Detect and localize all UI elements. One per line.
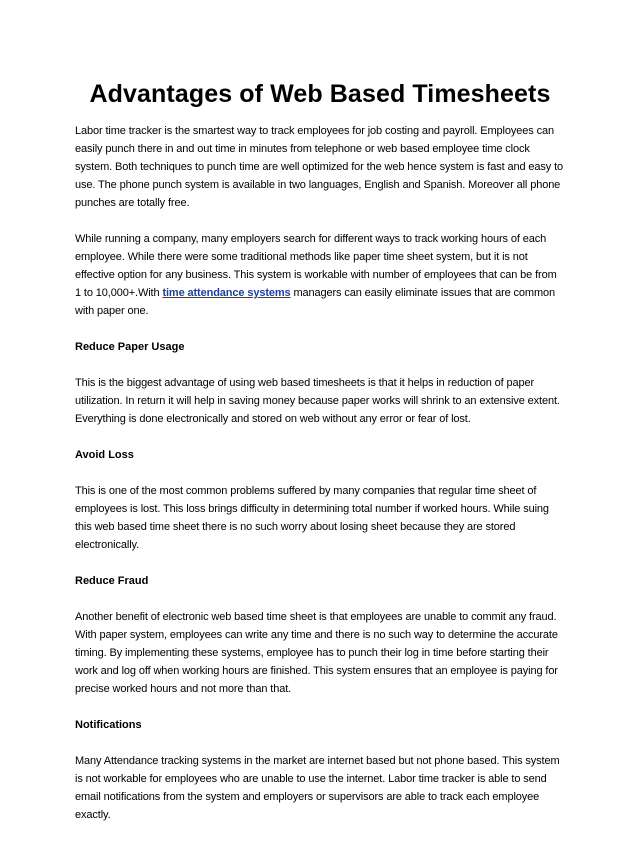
intro-paragraph-2 [75, 230, 565, 320]
document-title: Advantages of Web Based Timesheets [89, 80, 551, 108]
section-heading-reduce-fraud: Reduce Fraud [75, 575, 149, 587]
document-page [75, 78, 565, 842]
section-heading-avoid-loss: Avoid Loss [75, 449, 134, 461]
section-body-avoid-loss: This is one of the most common problems suffered by many companies that regular time sheet of employees is lost. This loss brings difficulty in determining total number if worked hours. While suing this web based time sheet there is no such worry about losing sheet because they are stored electronically. [75, 485, 549, 551]
intro-paragraph-1: Labor time tracker is the smartest way to track employees for job costing and payroll. Employees can easily punch there in and out time in minutes from telephone or web based employee time clock system. Both techniques to punch time are well optimized for the web hence system is fast and easy to use. The phone punch system is available in two languages, English and Spanish. Moreover all phone punches are totally free. [75, 125, 564, 209]
section-body-reduce-fraud: Another benefit of electronic web based time sheet is that employees are unable to commit any fraud. With paper system, employees can write any time and there is no such way to determine the accurate timing. By implementing these systems, employee has to punch their log in time before starting their work and log off when working hours are finished. This system ensures that an employee is paying for precise worked hours and not more than that. [75, 611, 558, 695]
section-body-notifications: Many Attendance tracking systems in the market are internet based but not phone based. This system is not workable for employees who are unable to use the internet. Labor time tracker is able to send email notifications from the system and employers or supervisors are able to track each employee exactly. [75, 755, 560, 821]
section-heading-reduce-paper-usage: Reduce Paper Usage [75, 341, 185, 353]
section-body-reduce-paper-usage: This is the biggest advantage of using web based timesheets is that it helps in reduction of paper utilization. In return it will help in saving money because paper works will shrink to an extensive extent. Everything is done electronically and stored on web without any error or fear of lost. [75, 377, 560, 425]
intro-paragraph-2-text-start: While running a company, many employers search for different ways to track working hours of each employee. While there were some traditional methods like paper time sheet system, but it is not effective option for any business. This system is workable with number of employees that can be from 1 to 10,000+.With [75, 233, 557, 299]
intro-paragraph-2-text-end: managers can easily eliminate issues that are common with paper one. [75, 287, 556, 317]
section-heading-notifications: Notifications [75, 719, 142, 731]
time-attendance-systems-link[interactable]: time attendance systems [162, 287, 291, 299]
